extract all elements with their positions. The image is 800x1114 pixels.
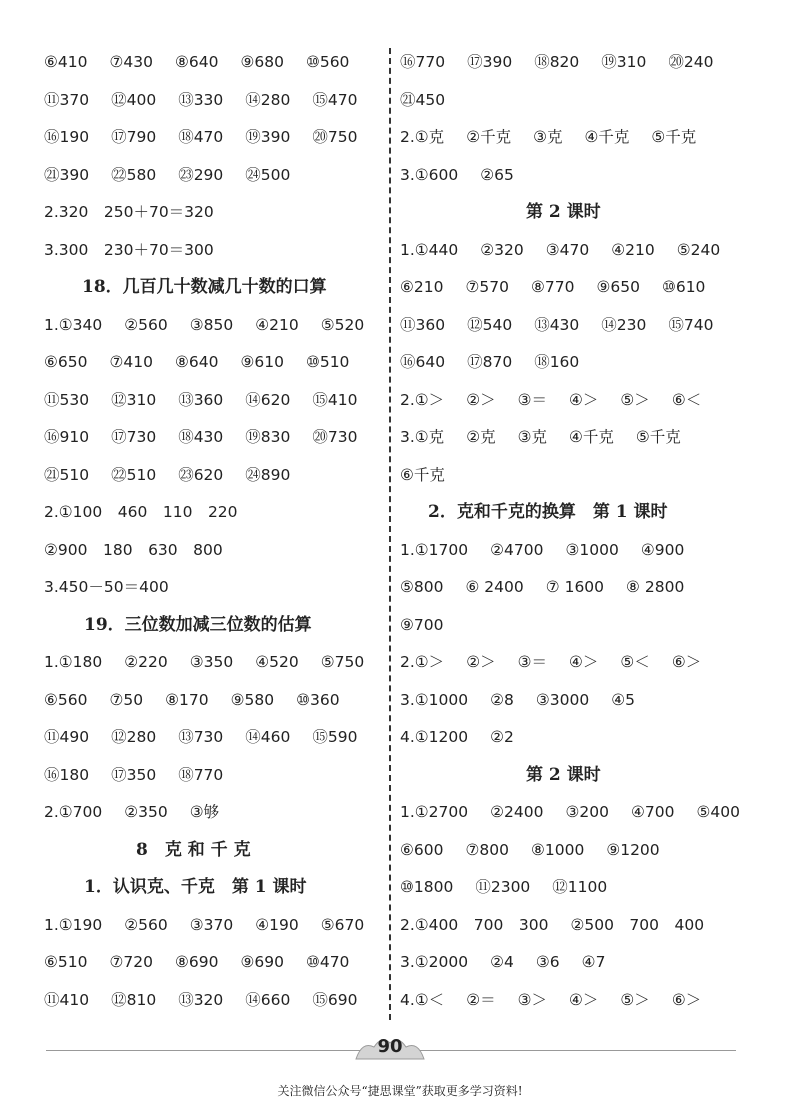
answer-item: 3.①1000 (400, 690, 469, 709)
answer-item: ⑭460 (245, 728, 291, 746)
answer-item: ④＞ (569, 990, 599, 1009)
answer-line (400, 869, 760, 907)
answer-line (400, 419, 760, 457)
answer-item: 3.①600 (400, 165, 459, 184)
answer-item: ⑥＞ (671, 653, 702, 671)
answer-item: ③克 (533, 128, 563, 146)
answer-line (400, 832, 760, 870)
answer-item: ④210 (611, 240, 655, 259)
answer-line (400, 794, 760, 832)
answer-item: ③＞ (517, 990, 547, 1009)
answer-line (400, 232, 760, 270)
answer-item: ⑦800 (465, 840, 509, 859)
answer-item: ⑨650 (596, 278, 640, 296)
answer-item: 1.①440 (400, 240, 459, 259)
answer-line (44, 344, 379, 382)
answer-item: ⑨580 (230, 690, 275, 709)
column-divider (389, 48, 391, 1020)
answer-item: ⑲830 (245, 428, 291, 446)
answer-item: ⑥410 (44, 53, 88, 71)
answer-item: ⑩610 (661, 278, 706, 296)
answer-item: ⑪490 (44, 728, 90, 746)
answer-item: ⑪530 (44, 390, 90, 409)
answer-item: ⑩470 (305, 953, 350, 971)
answer-item: ⑱430 (178, 428, 224, 446)
answer-line (400, 532, 760, 570)
answer-item: ③370 (189, 915, 234, 934)
answer-line (44, 457, 379, 495)
answer-item: ⑱160 (534, 353, 580, 371)
answer-item: ⑦430 (109, 53, 153, 71)
section-heading (400, 494, 760, 532)
answer-item: ⑩360 (296, 690, 340, 709)
answer-item: ⑤＞ (620, 990, 650, 1009)
answer-item: ⑪370 (44, 90, 90, 109)
answer-line (400, 569, 760, 607)
answer-item: ⑧640 (174, 353, 219, 371)
answer-line (44, 682, 379, 720)
answer-item: ⑯190 (44, 128, 90, 146)
answer-line (400, 269, 760, 307)
answer-item: ②320 (480, 240, 524, 259)
answer-item: ⑮470 (312, 90, 358, 109)
answer-line (400, 344, 760, 382)
answer-line (44, 232, 379, 270)
section-heading-text: 第 2 课时 (526, 202, 601, 222)
answer-item: ⑥ 2400 (465, 578, 524, 596)
answer-line (44, 157, 379, 195)
answer-line (400, 944, 760, 982)
answer-line (44, 982, 379, 1020)
answer-line (44, 419, 379, 457)
answer-item: ⑫280 (111, 728, 157, 746)
answer-item: ⑥560 (44, 690, 88, 709)
answer-item: ③200 (565, 803, 609, 821)
answer-item: ⑧770 (530, 278, 575, 296)
answer-item: ⑥＞ (671, 990, 702, 1009)
answer-item: ⑦570 (465, 278, 509, 296)
answer-item: 1.①340 (44, 315, 103, 334)
answer-item: ②900 180 630 800 (44, 540, 223, 559)
answer-line (44, 82, 379, 120)
answer-item: 2.①克 (400, 128, 445, 146)
answer-item: 2.①＞ (400, 390, 445, 409)
answer-item: ㉑390 (44, 165, 90, 184)
section-heading-text: 1．认识克、千克 第 1 课时 (84, 877, 307, 897)
answer-item: ⑬320 (178, 990, 224, 1009)
answer-item: ③470 (545, 240, 590, 259)
answer-item: 4.①1200 (400, 728, 469, 746)
answer-item: ⑰350 (111, 765, 157, 784)
answer-item: ⑤750 (320, 653, 365, 671)
answer-line (400, 157, 760, 195)
answer-item: ⑤240 (676, 240, 721, 259)
answer-item: ⑩1800 (400, 878, 454, 896)
answer-item: ④190 (255, 915, 299, 934)
section-heading-text: 2．克和千克的换算 第 1 课时 (428, 502, 668, 522)
answer-item: ⑫400 (111, 90, 157, 109)
answer-item: ⑰390 (467, 53, 513, 71)
answer-line (400, 457, 760, 495)
answer-item: ③克 (517, 428, 547, 446)
section-heading-text: 8 克 和 千 克 (136, 839, 251, 860)
answer-item: ④5 (611, 690, 636, 709)
answer-line (44, 569, 379, 607)
answer-item: ⑤千克 (635, 428, 681, 446)
answer-item: ⑥600 (400, 840, 444, 859)
answer-line (400, 82, 760, 120)
answer-item: ㉓290 (178, 165, 224, 184)
answer-item: ⑮410 (312, 390, 358, 409)
answer-item: ⑫810 (111, 990, 157, 1009)
answer-line (400, 119, 760, 157)
answer-item: ③够 (189, 803, 220, 821)
answer-item: ④7 (581, 953, 606, 971)
answer-line (44, 794, 379, 832)
answer-item: ⑬730 (178, 728, 224, 746)
answer-item: ⑦410 (109, 353, 153, 371)
answer-item: ④＞ (569, 653, 599, 671)
answer-line (400, 982, 760, 1020)
section-heading (400, 757, 760, 795)
answer-item: ⑯770 (400, 53, 446, 71)
answer-item: 1.①2700 (400, 803, 469, 821)
answer-item: ⑩510 (305, 353, 350, 371)
answer-item: ⑪410 (44, 990, 90, 1009)
answer-item: ②500 700 400 (570, 915, 705, 934)
answer-item: ⑥210 (400, 278, 444, 296)
answer-item: 3.300 230＋70＝300 (44, 240, 214, 259)
answer-item: 2.①＞ (400, 653, 445, 671)
answer-item: ⑦ 1600 (545, 578, 605, 596)
answer-item: 2.①100 460 110 220 (44, 503, 238, 521)
answer-item: ④700 (630, 803, 675, 821)
answer-item: ⑥510 (44, 953, 88, 971)
answer-item: ⑧ 2800 (626, 578, 685, 596)
answer-item: ⑳240 (668, 53, 714, 71)
answer-item: ㉔890 (245, 465, 291, 484)
answer-item: ⑤千克 (651, 128, 697, 146)
answer-item: ②2 (490, 728, 514, 746)
answer-line (44, 44, 379, 82)
answer-item: ⑦50 (109, 690, 144, 709)
answer-item: ②克 (466, 428, 496, 446)
answer-item: ⑧170 (165, 690, 209, 709)
answer-item: ②＞ (466, 390, 496, 409)
answer-item: ⑨680 (240, 53, 284, 71)
answer-item: ⑮590 (312, 728, 358, 746)
answer-item: ㉓620 (178, 465, 224, 484)
section-heading (44, 607, 379, 645)
answer-item: ②4 (490, 953, 514, 971)
answer-item: ③＝ (517, 653, 547, 671)
answer-item: 4.①＜ (400, 990, 445, 1009)
answer-item: ⑳730 (312, 428, 358, 446)
section-heading (44, 269, 379, 307)
answer-item: ㉑450 (400, 90, 446, 109)
answer-item: ⑤670 (320, 915, 365, 934)
answer-item: ㉑510 (44, 465, 90, 484)
answer-item: ⑨690 (240, 953, 284, 971)
answer-item: ⑤400 (696, 803, 740, 821)
right-column (400, 44, 760, 1019)
answer-item: ④520 (255, 653, 299, 671)
answer-item: ⑩560 (305, 53, 350, 71)
answer-item: ⑭620 (245, 390, 291, 409)
answer-item: 1.①190 (44, 915, 103, 934)
answer-item: ③＝ (517, 390, 547, 409)
answer-item: ㉒510 (111, 465, 157, 484)
answer-line (400, 719, 760, 757)
left-column (44, 44, 379, 1019)
answer-item: ⑤800 (400, 578, 444, 596)
answer-item: ⑮740 (668, 315, 714, 334)
answer-line (44, 494, 379, 532)
answer-item: ⑰870 (467, 353, 513, 371)
answer-item: ③6 (535, 953, 560, 971)
answer-item: ⑥650 (44, 353, 88, 371)
answer-item: ⑥千克 (400, 465, 445, 484)
answer-line (44, 719, 379, 757)
answer-item: ⑱770 (178, 765, 224, 784)
answer-item: ⑫1100 (552, 878, 608, 896)
answer-item: ④210 (255, 315, 299, 334)
answer-item: ②2400 (490, 803, 544, 821)
answer-item: ④＞ (569, 390, 599, 409)
section-heading-text: 19．三位数加减三位数的估算 (84, 614, 312, 635)
answer-item: ②千克 (466, 128, 512, 146)
answer-item: ㉒580 (111, 165, 157, 184)
answer-item: ㉔500 (245, 165, 291, 184)
answer-item: ⑤＞ (620, 390, 650, 409)
answer-item: ⑭660 (245, 990, 291, 1009)
answer-item: 2.①700 (44, 803, 103, 821)
answer-item: ⑬360 (178, 390, 224, 409)
answer-item: ⑱820 (534, 53, 580, 71)
answer-line (400, 907, 760, 945)
section-heading (44, 832, 379, 870)
answer-item: 2.①400 700 300 (400, 915, 549, 934)
answer-item: 3.450－50＝400 (44, 578, 169, 596)
answer-line (44, 119, 379, 157)
answer-line (44, 757, 379, 795)
section-heading-text: 第 2 课时 (526, 764, 601, 785)
answer-line (44, 532, 379, 570)
answer-line (44, 194, 379, 232)
answer-item: ②65 (480, 165, 514, 184)
section-heading-text: 18．几百几十数减几十数的口算 (82, 277, 327, 297)
answer-item: ⑫540 (467, 315, 513, 334)
answer-item: ⑲390 (245, 128, 291, 146)
answer-item: ⑧1000 (530, 840, 585, 859)
answer-item: ②4700 (490, 540, 544, 559)
answer-item: ⑫310 (111, 390, 157, 409)
answer-item: ②220 (124, 653, 168, 671)
answer-item: 3.①克 (400, 428, 445, 446)
answer-item: ⑭280 (245, 90, 291, 109)
answer-line (400, 644, 760, 682)
answer-item: ②8 (490, 690, 514, 709)
answer-item: ②＝ (466, 990, 496, 1009)
answer-item: ⑥＜ (671, 390, 702, 409)
answer-item: ⑯640 (400, 353, 446, 371)
answer-line (44, 382, 379, 420)
answer-item: ⑯910 (44, 428, 90, 446)
answer-item: ④千克 (584, 128, 630, 146)
answer-item: ②560 (124, 915, 168, 934)
answer-item: 1.①1700 (400, 540, 469, 559)
answer-item: ④900 (640, 540, 685, 559)
answer-item: ⑪2300 (475, 878, 531, 896)
answer-item: ②＞ (466, 653, 496, 671)
answer-item: ⑭230 (601, 315, 647, 334)
answer-line (400, 307, 760, 345)
answer-item: ⑪360 (400, 315, 446, 334)
answer-item: ⑳750 (312, 128, 358, 146)
answer-item: 1.①180 (44, 653, 103, 671)
answer-item: ⑯180 (44, 765, 90, 784)
answer-item: 2.320 250＋70＝320 (44, 203, 214, 221)
answer-item: ⑤520 (320, 315, 365, 334)
answer-item: ⑲310 (601, 53, 647, 71)
answer-item: ③350 (189, 653, 234, 671)
answer-item: ⑧690 (174, 953, 219, 971)
answer-line (400, 682, 760, 720)
answer-line (44, 307, 379, 345)
answer-item: ⑤＜ (620, 653, 650, 671)
answer-line (44, 644, 379, 682)
answer-item: ⑧640 (174, 53, 219, 71)
answer-item: ③850 (189, 315, 234, 334)
page-number: 90 (377, 1036, 403, 1057)
answer-line (44, 944, 379, 982)
answer-item: ③1000 (565, 540, 619, 559)
answer-item: ⑰790 (111, 128, 157, 146)
answer-item: ⑨610 (240, 353, 284, 371)
answer-item: ⑰730 (111, 428, 157, 446)
answer-item: ⑨700 (400, 615, 444, 634)
answer-line (400, 44, 760, 82)
answer-item: ④千克 (569, 428, 614, 446)
answer-item: ⑱470 (178, 128, 224, 146)
answer-item: ⑦720 (109, 953, 153, 971)
answer-item: ②560 (124, 315, 168, 334)
answer-line (44, 907, 379, 945)
section-heading (44, 869, 379, 907)
answer-item: 3.①2000 (400, 953, 469, 971)
section-heading (400, 194, 760, 232)
answer-line (400, 382, 760, 420)
answer-item: ⑨1200 (606, 840, 660, 859)
answer-item: ②350 (124, 803, 168, 821)
answer-item: ③3000 (535, 690, 590, 709)
answer-item: ⑮690 (312, 990, 358, 1009)
answer-line (400, 607, 760, 645)
answer-item: ⑬330 (178, 90, 224, 109)
answer-item: ⑬430 (534, 315, 580, 334)
footer-note: 关注微信公众号“捷思课堂”获取更多学习资料! (277, 1084, 523, 1098)
